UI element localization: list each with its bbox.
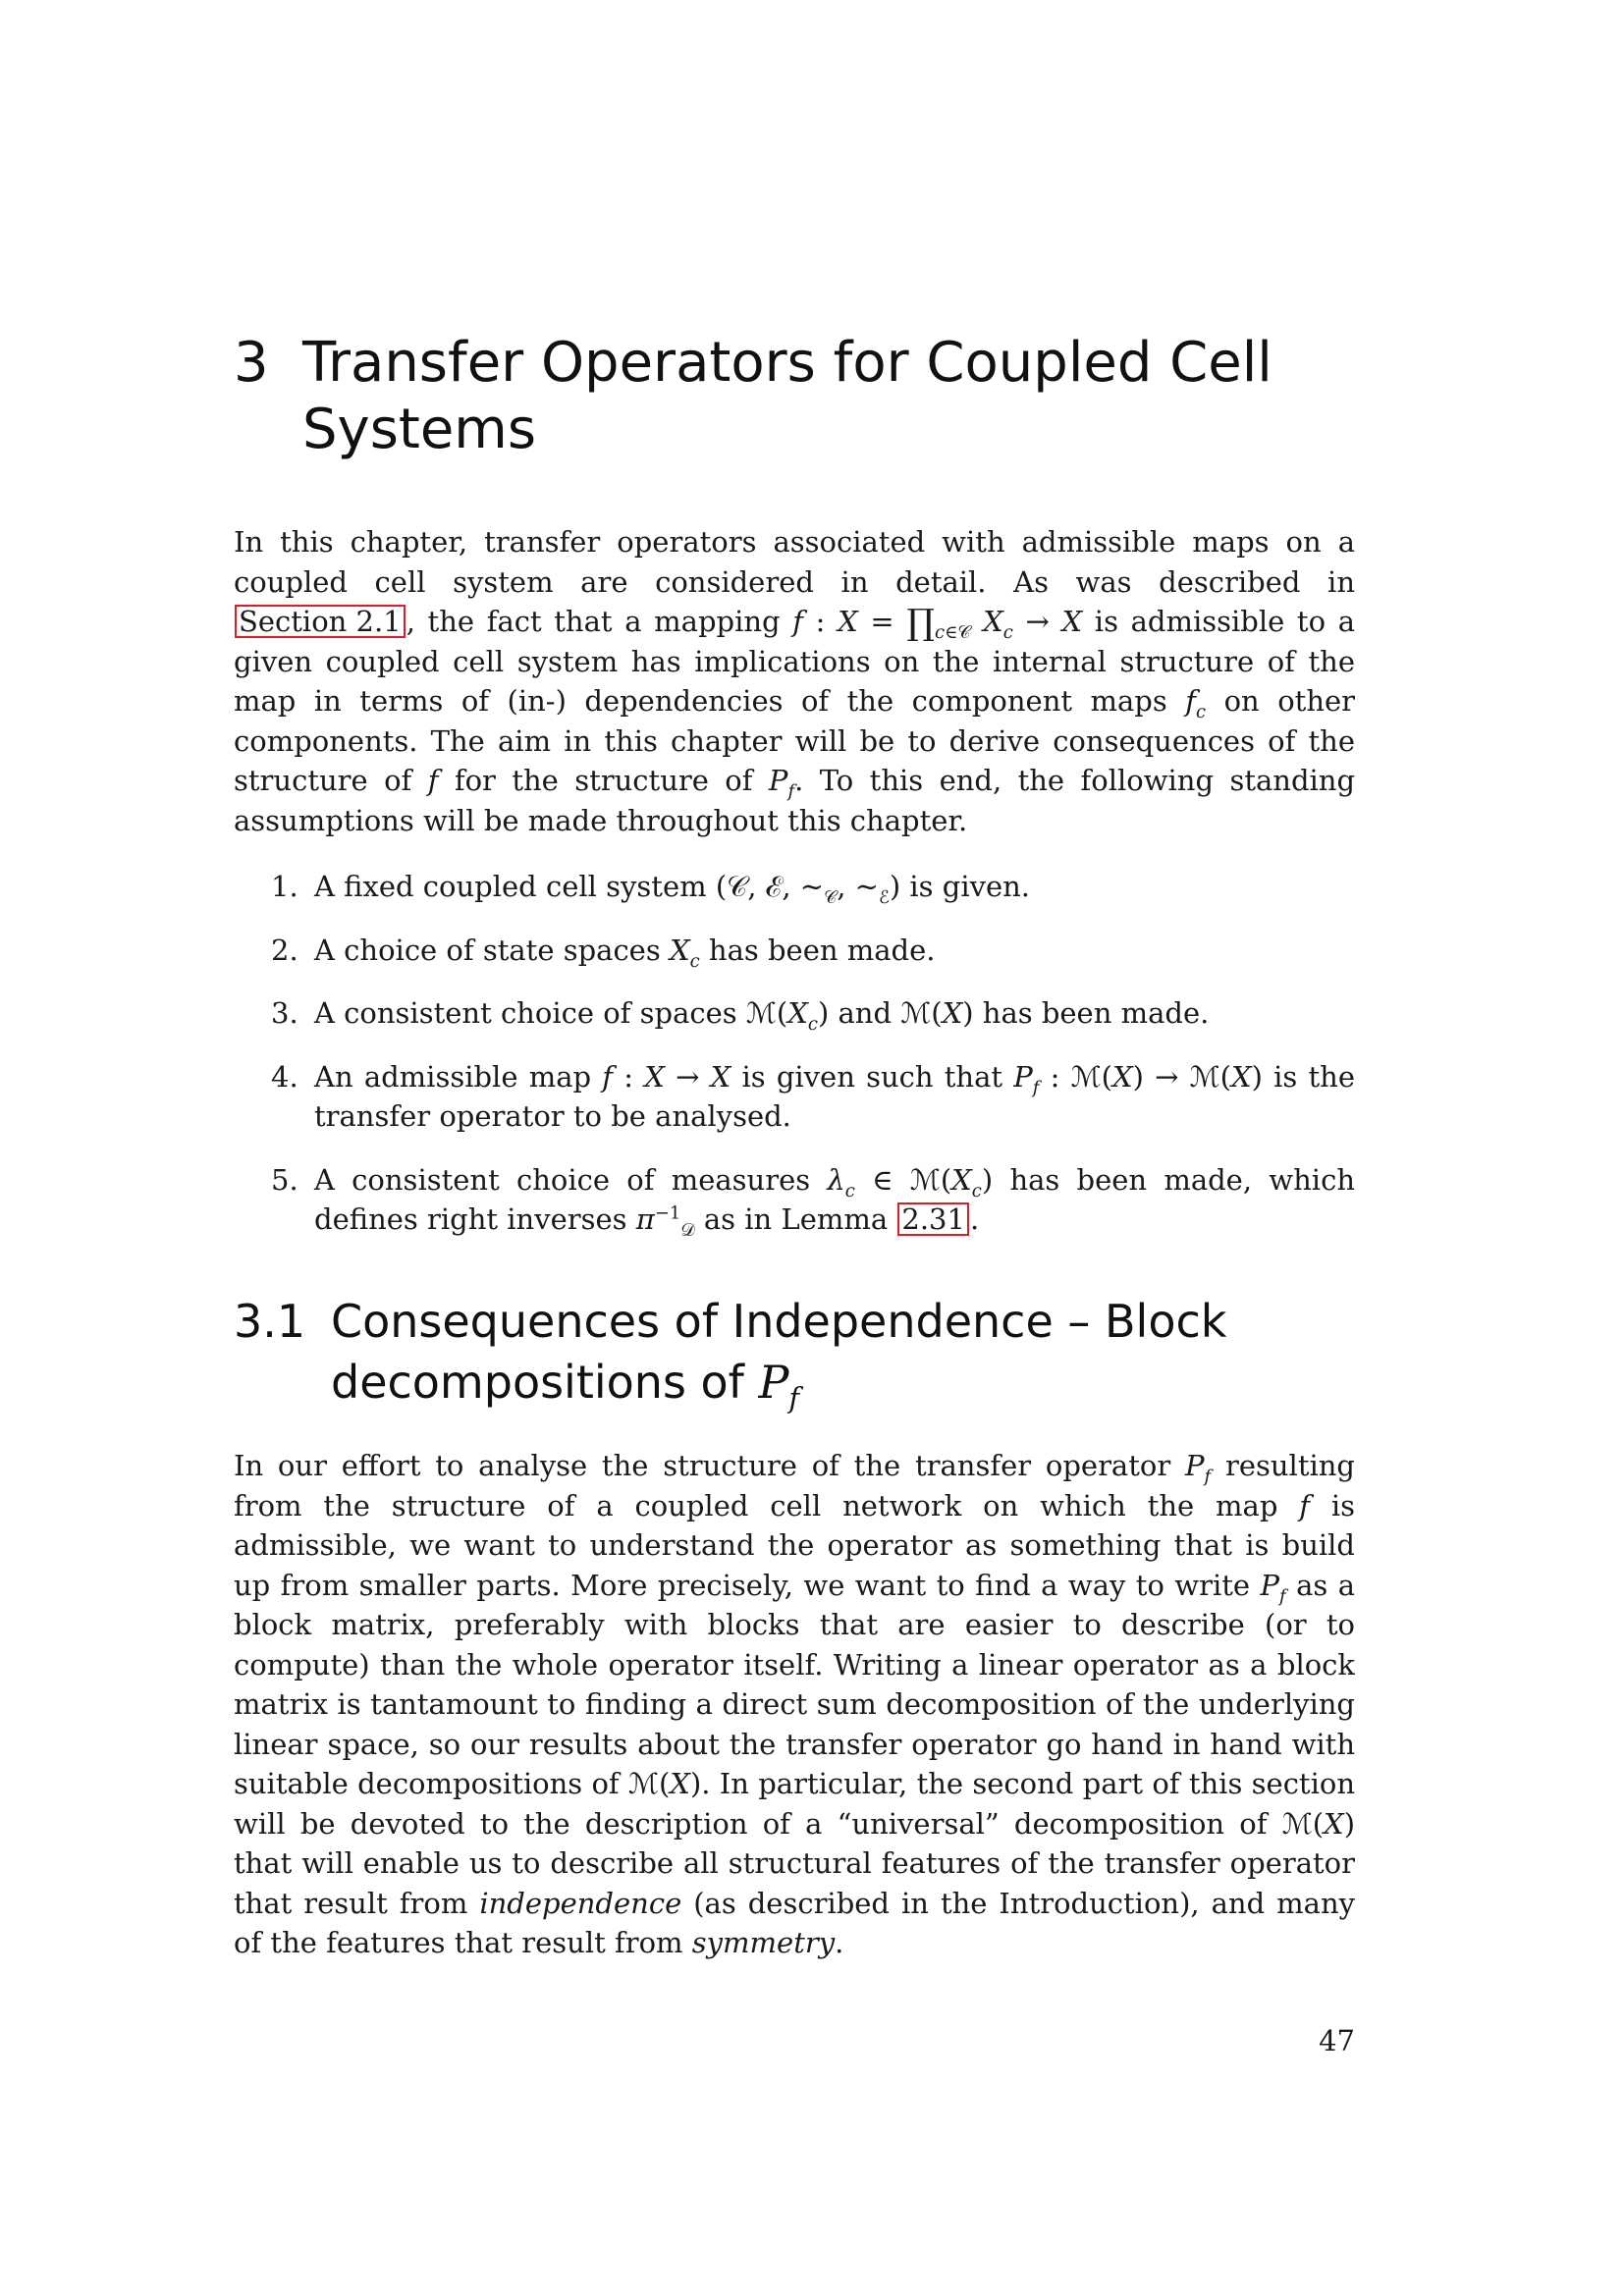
chapter-heading [234, 330, 1373, 463]
lemma-2-31-link[interactable]: 2.31 [897, 1202, 969, 1236]
assumptions-list [234, 867, 1355, 1263]
list-item: 3. A consistent choice of spaces $ℳ(X_c)$ and ℳ(X) has been made. [271, 996, 1210, 1035]
chapter-title: Transfer Operators for Coupled Cell Systems [302, 331, 1272, 461]
section-heading [234, 1291, 1373, 1413]
section-number: 3.1 [234, 1295, 306, 1348]
section-2-1-link[interactable]: Section 2.1 [235, 605, 406, 638]
list-item: 1. A fixed coupled cell system (𝒞, ℰ, $\sim_𝒞$, $\sim_ℰ$) is given. [271, 870, 1031, 908]
list-item: 4. An admissible map f : X → X is given such that $P_f$ : ℳ(X) → ℳ(X) is the transfer operator to be analysed. [271, 1059, 1356, 1133]
list-item: 2. A choice of state spaces $X_c$ has been made. [271, 933, 936, 972]
page-number: 47 [1319, 2024, 1355, 2057]
section-title: Consequences of Independence – Block decompositions of $P_f$ [331, 1295, 1227, 1415]
list-item: 5. A consistent choice of measures $\lambda_c$ ∈ $ℳ(X_c)$ has been made, which defines right inverses $\pi^{-1}_𝒟$ as in Lemma 2.31 . [271, 1162, 1355, 1241]
chapter-number: 3 [234, 331, 269, 395]
body-paragraph: In our effort to analyse the structure of the transfer operator $P_f$ resulting from the structure of a coupled cell network on which the map f is admissible, we want to understand the operator as something that is build up from smaller parts. More precisely, we want to find a way to write $P_f$ as a block matrix, preferably with blocks that are easier to describe (or to compute) than the whole operator itself. Writing a linear operator as a block matrix is tantamount to finding a direct sum decomposition of the underlying linear space, so our results about the transfer operator go hand in hand with suitable decompositions of ℳ(X). In particular, the second part of this section will be devoted to the description of a “universal” decomposition of ℳ(X) that will enable us to describe all structural features of the transfer operator that result from independence (as described in the Introduction), and many of the features that result from symmetry. [234, 1449, 1356, 1959]
intro-paragraph: In this chapter, transfer operators associated with admissible maps on a coupled cell system are considered in detail. As was described in Section 2.1 , the fact that a mapping f : $X = \prod_{c\in 𝒞}$ $X_c \to X$ is admissible to a given coupled cell system has implications on the internal structure of the map in terms of (in-) dependencies of the component maps $f_c$ on other components. The aim in this chapter will be to derive consequences of the structure of f for the structure of $P_f$. To this end, the following standing assumptions will be made throughout this chapter. [234, 525, 1356, 837]
